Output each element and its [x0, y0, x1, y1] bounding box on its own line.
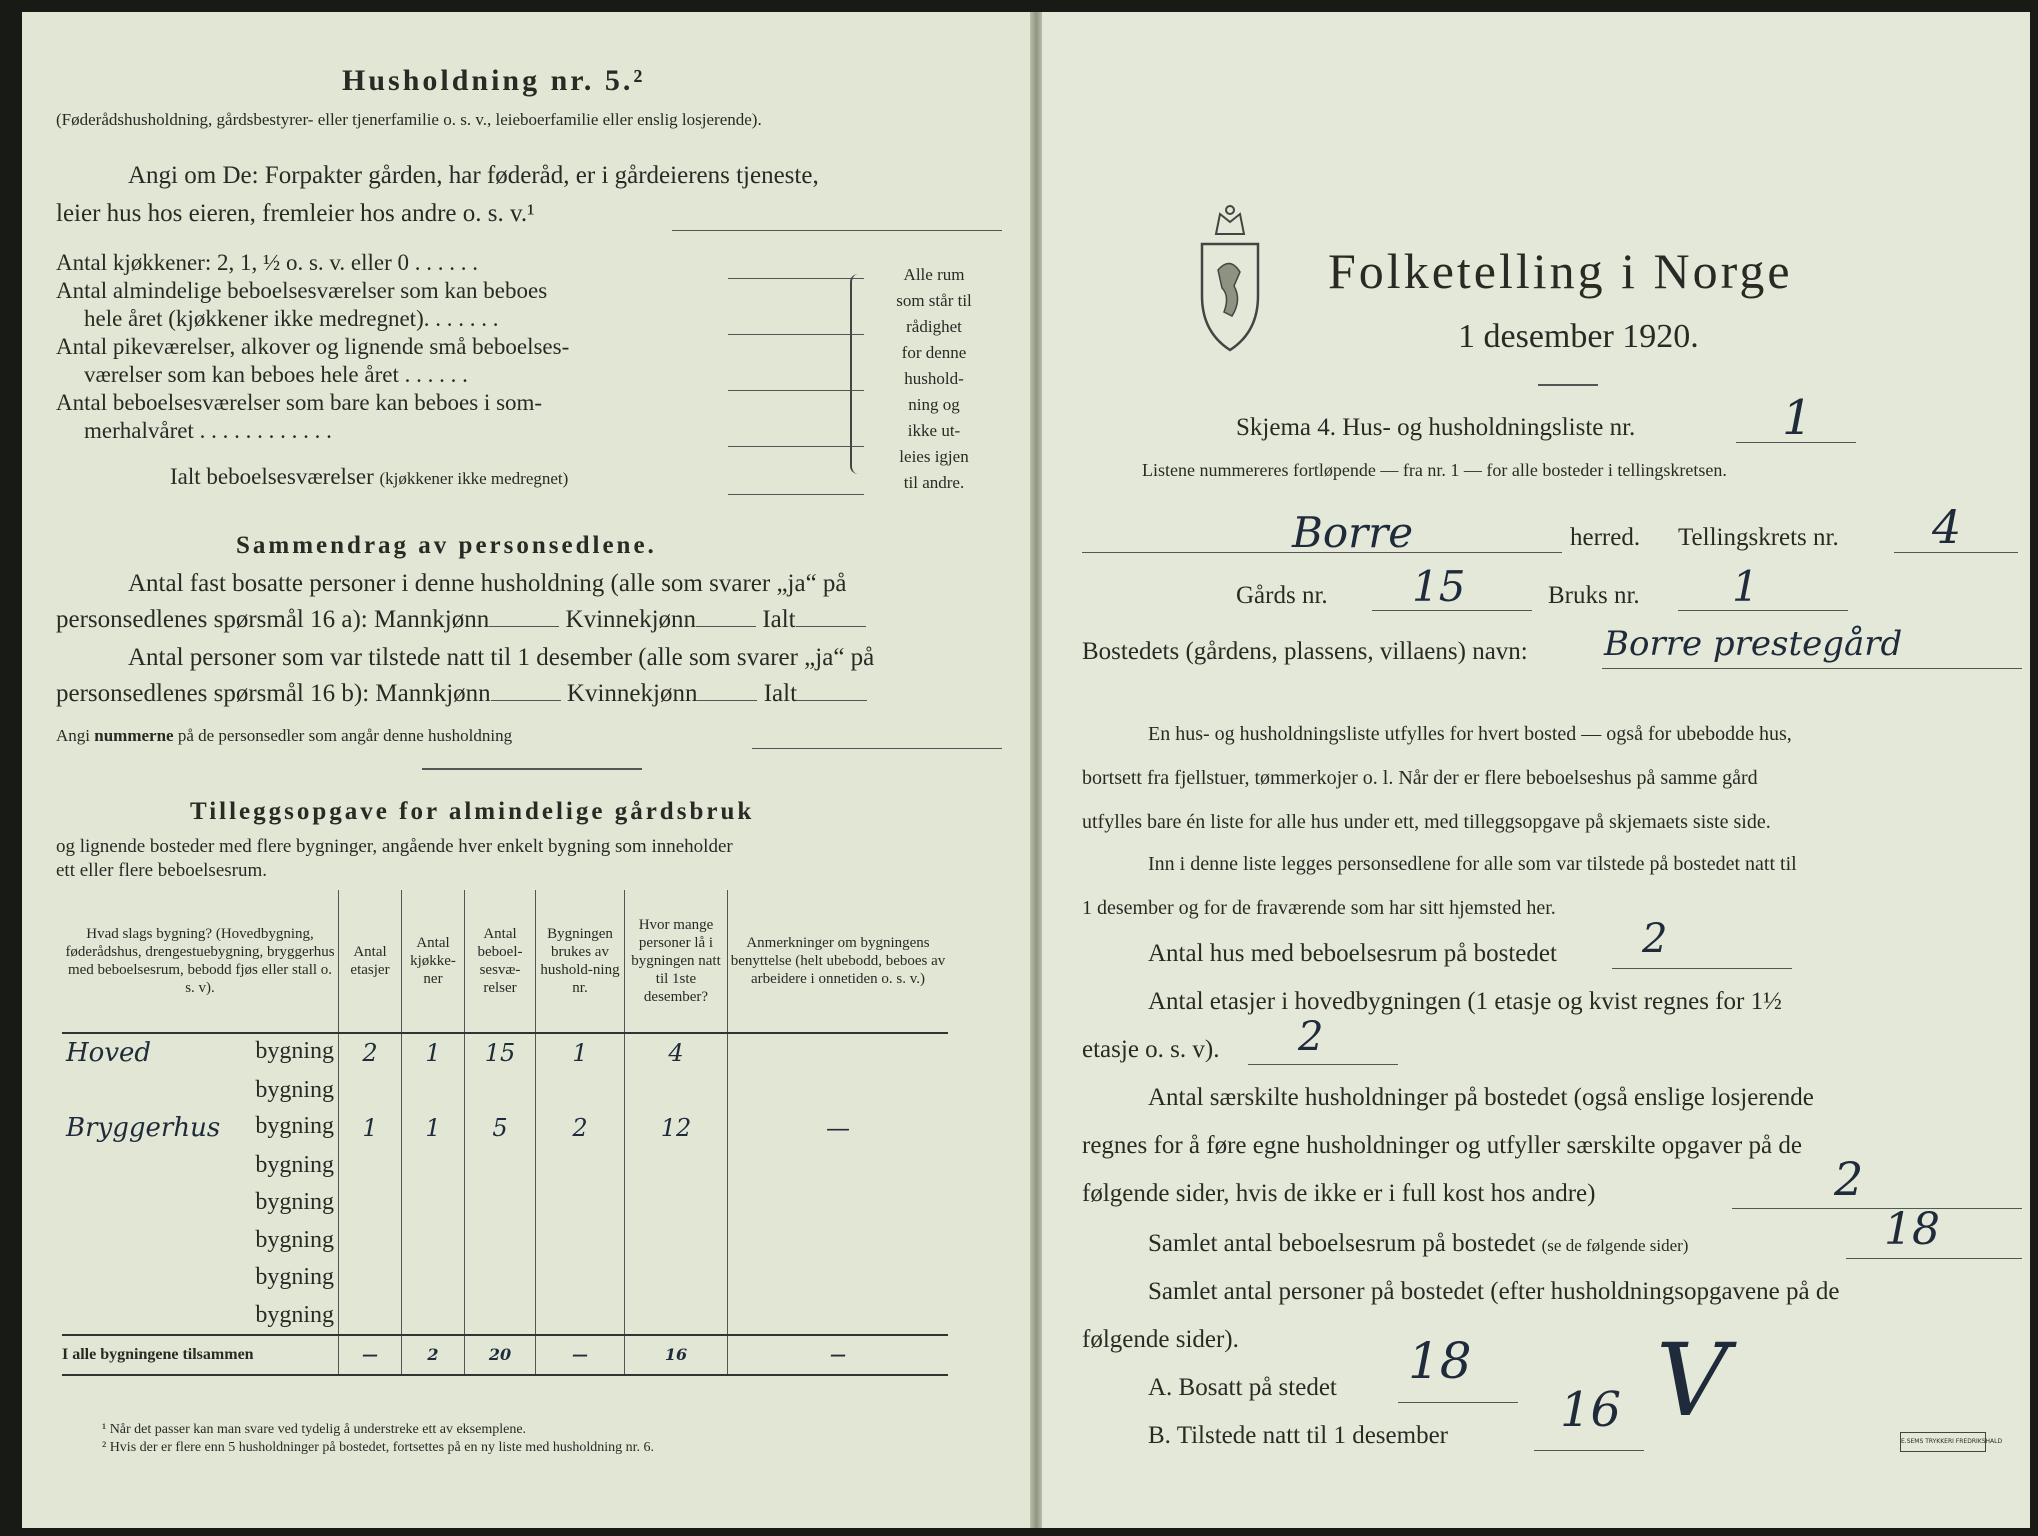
cell-kjokken [402, 1072, 465, 1110]
cell-personer [625, 1147, 728, 1185]
q-rooms-b: hele året (kjøkkener ikke medregnet). . . . . . . [84, 306, 499, 331]
building-label: bygning [255, 1189, 334, 1216]
household-title: Husholdning nr. 5.² [342, 64, 646, 97]
col-floors: Antal etasjer [339, 890, 402, 1033]
persons-line-1: Samlet antal personer på bostedet (efter husholdningsopgavene på de [1148, 1278, 1840, 1305]
intro-line-1: Angi om De: Forpakter gården, har føderåd, er i gårdeierens tjeneste, [128, 162, 819, 189]
cell-kjokken [402, 1222, 465, 1260]
rooms-total-value: 18 [1884, 1204, 1940, 1255]
footnote-2: ² Hvis der er flere enn 5 husholdninger på bostedet, fortsettes på en ny liste med husholdning nr. 6. [102, 1440, 655, 1455]
cell-hush [536, 1072, 625, 1110]
cell-etasjer: 2 [339, 1033, 402, 1072]
cell-kjokken [402, 1297, 465, 1336]
col-remarks: Anmerkninger om bygningens benyttelse (helt ubebodd, beboes av arbeidere i onnetiden o. s. v.) [728, 890, 949, 1033]
cell-etasjer [339, 1147, 402, 1185]
table-row [62, 1222, 948, 1260]
col-building-type: Hvad slags bygning? (Hovedbygning, føderådshus, drengestuebygning, bryggerhus med beboelsesrum, bebodd fjøs eller stall o. s. v). [62, 890, 339, 1033]
table-row [62, 1109, 948, 1147]
total-kitchens: 2 [402, 1335, 465, 1375]
cell-anm [728, 1072, 949, 1110]
building-label: bygning [255, 1226, 334, 1253]
side-note-line: rådighet [906, 317, 962, 336]
cell-personer [625, 1297, 728, 1336]
cell-personer [625, 1184, 728, 1222]
table-row [62, 1147, 948, 1185]
col-kitchens: Antal kjøkke-ner [402, 890, 465, 1033]
municipality-value: Borre [1292, 508, 1414, 557]
summary-line-2a: Antal personer som var tilstede natt til 1 desember (alle som svarer „ja“ på [128, 644, 875, 671]
instruction-line: bortsett fra fjellstuer, tømmerkojer o. l. Når der er flere beboelseshus på samme gård [1082, 767, 1758, 789]
cell-personer: 12 [625, 1109, 728, 1147]
cell-etasjer [339, 1297, 402, 1336]
q-total-rooms: Ialt beboelsesværelser (kjøkkener ikke medregnet) [170, 464, 569, 489]
cell-hush: 2 [536, 1109, 625, 1147]
building-type-cell [62, 1033, 339, 1072]
table-total-row [62, 1335, 948, 1375]
floors-value: 2 [1298, 1014, 1324, 1060]
household-note: (Føderådshusholdning, gårdsbestyrer- eller tjenerfamilie o. s. v., leieboerfamilie eller enslig losjerende). [56, 110, 762, 129]
municipality-label: herred. [1570, 524, 1641, 551]
households-line-3: følgende sider, hvis de ikke er i full kost hos andre) [1082, 1180, 1596, 1207]
total-household: — [536, 1335, 625, 1375]
coat-of-arms-icon [1194, 200, 1266, 360]
building-type-cell [62, 1147, 339, 1185]
instruction-line: 1 desember og for de fraværende som har sitt hjemsted her. [1082, 897, 1556, 919]
cell-anm [728, 1147, 949, 1185]
households-value: 2 [1834, 1152, 1864, 1206]
building-type-cell [62, 1222, 339, 1260]
building-type-value: Bryggerhus [66, 1112, 221, 1143]
col-persons: Hvor mange personer lå i bygningen natt til 1ste desember? [625, 890, 728, 1033]
supplement-line-1: og lignende bosteder med flere bygninger, angående hver enkelt bygning som inneholder [56, 836, 733, 857]
cell-anm [728, 1222, 949, 1260]
brace [850, 274, 866, 474]
building-type-cell [62, 1297, 339, 1336]
form-date: 1 desember 1920. [1458, 318, 1699, 355]
cell-kjokken: 1 [402, 1033, 465, 1072]
table-row [62, 1184, 948, 1222]
q-summer-rooms-b: merhalvåret . . . . . . . . . . . . [84, 418, 332, 443]
cell-anm [728, 1259, 949, 1297]
supplement-line-2: ett eller flere beboelsesrum. [56, 860, 268, 881]
floors-line-1: Antal etasjer i hovedbygningen (1 etasje og kvist regnes for 1½ [1148, 988, 1782, 1015]
instruction-line: Inn i denne liste legges personsedlene for alle som var tilstede på bostedet natt til [1148, 853, 1797, 875]
summary-line-2b: personsedlenes spørsmål 16 b): Mannkjønn Kvinnekjønn Ialt [56, 680, 867, 708]
floors-line-2: etasje o. s. v). [1082, 1036, 1220, 1063]
q-kitchens: Antal kjøkkener: 2, 1, ½ o. s. v. eller 0 . . . . . . [56, 250, 479, 275]
summary-title: Sammendrag av personsedlene. [236, 532, 657, 559]
cell-anm [728, 1184, 949, 1222]
footnote-1: ¹ Når det passer kan man svare ved tydelig å understreke ett av eksemplene. [102, 1422, 527, 1437]
side-note-line: til andre. [903, 473, 965, 492]
building-type-cell [62, 1259, 339, 1297]
cell-kjokken [402, 1184, 465, 1222]
cell-personer: 4 [625, 1033, 728, 1072]
side-note-line: ning og [908, 395, 960, 414]
building-label: bygning [255, 1037, 334, 1064]
list-number: 1 [1782, 390, 1813, 446]
table-row [62, 1072, 948, 1110]
printer-stamp: E.SEMS TRYKKERI FREDRIKSHALD [1900, 1432, 1986, 1452]
side-note [874, 262, 994, 496]
total-rooms: 20 [465, 1335, 536, 1375]
q-small-rooms-a: Antal pikeværelser, alkover og lignende små beboelses- [56, 334, 570, 359]
side-note-line: ikke ut- [907, 421, 961, 440]
cell-hush: 1 [536, 1033, 625, 1072]
district-label: Tellingskrets nr. [1678, 524, 1839, 551]
side-note-line: hushold- [904, 369, 964, 388]
present-label: B. Tilstede natt til 1 desember [1148, 1422, 1448, 1449]
residence-name-label: Bostedets (gårdens, plassens, villaens) navn: [1082, 638, 1528, 665]
houses-value: 2 [1642, 916, 1668, 962]
district-value: 4 [1932, 500, 1962, 554]
cell-kjokken: 1 [402, 1109, 465, 1147]
building-label: bygning [255, 1264, 334, 1291]
instructions-2 [1082, 842, 1797, 930]
right-page [1042, 12, 2030, 1528]
houses-label: Antal hus med beboelsesrum på bostedet [1148, 940, 1557, 967]
col-household: Bygningen brukes av hushold-ning nr. [536, 890, 625, 1033]
cell-anm [728, 1033, 949, 1072]
farm-number-value: 15 [1412, 562, 1466, 611]
summary-line-3: Angi nummerne på de personsedler som angår denne husholdning [56, 726, 513, 745]
resident-label: A. Bosatt på stedet [1148, 1374, 1337, 1401]
summary-line-1a: Antal fast bosatte personer i denne husholdning (alle som svarer „ja“ på [128, 570, 847, 597]
cell-etasjer [339, 1222, 402, 1260]
side-note-line: Alle rum [903, 265, 965, 284]
residence-name-value: Borre prestegård [1604, 624, 1903, 664]
use-number-label: Bruks nr. [1548, 582, 1640, 609]
cell-hush [536, 1297, 625, 1336]
building-type-cell [62, 1184, 339, 1222]
persons-line-2: følgende sider). [1082, 1326, 1239, 1353]
use-number-value: 1 [1732, 562, 1759, 611]
intro-line-2: leier hus hos eieren, fremleier hos andre o. s. v.¹ [56, 200, 535, 227]
q-rooms-a: Antal almindelige beboelsesværelser som kan beboes [56, 278, 548, 303]
farm-number-label: Gårds nr. [1236, 582, 1328, 609]
left-page [22, 12, 1032, 1528]
cell-kjokken [402, 1259, 465, 1297]
table-row [62, 1033, 948, 1072]
cell-rum [465, 1147, 536, 1185]
building-type-cell [62, 1109, 339, 1147]
side-note-line: for denne [901, 343, 967, 362]
q-small-rooms-b: værelser som kan beboes hele året . . . . . . [84, 362, 468, 387]
total-floors: — [339, 1335, 402, 1375]
cell-anm: — [728, 1109, 949, 1147]
table-row [62, 1259, 948, 1297]
cell-etasjer: 1 [339, 1109, 402, 1147]
summary-line-1b: personsedlenes spørsmål 16 a): Mannkjønn Kvinnekjønn Ialt [56, 606, 866, 634]
cell-hush [536, 1259, 625, 1297]
total-remarks: — [728, 1335, 949, 1375]
cell-hush [536, 1184, 625, 1222]
cell-personer [625, 1259, 728, 1297]
present-value: 16 [1560, 1382, 1622, 1438]
building-type-cell [62, 1072, 339, 1110]
total-label: I alle bygningene tilsammen [62, 1335, 339, 1375]
cell-personer [625, 1072, 728, 1110]
resident-value: 18 [1408, 1332, 1472, 1390]
q-summer-rooms-a: Antal beboelsesværelser som bare kan beboes i som- [56, 390, 543, 415]
col-rooms: Antal beboel-sesvæ-relser [465, 890, 536, 1033]
cell-kjokken [402, 1147, 465, 1185]
cell-rum [465, 1072, 536, 1110]
table-row [62, 1297, 948, 1336]
building-label: bygning [255, 1112, 334, 1139]
supplement-title: Tilleggsopgave for almindelige gårdsbruk [190, 798, 755, 825]
cell-personer [625, 1222, 728, 1260]
building-label: bygning [255, 1151, 334, 1178]
cell-etasjer [339, 1072, 402, 1110]
rooms-total-label: Samlet antal beboelsesrum på bostedet (se de følgende sider) [1148, 1230, 1689, 1257]
cell-rum: 5 [465, 1109, 536, 1147]
cell-etasjer [339, 1184, 402, 1222]
building-table [62, 890, 948, 1376]
numbering-note: Listene nummereres fortløpende — fra nr. 1 — for alle bosteder i tellingskretsen. [1142, 460, 1727, 480]
cell-rum [465, 1297, 536, 1336]
households-line-1: Antal særskilte husholdninger på bostedet (også enslige losjerende [1148, 1084, 1814, 1111]
cell-anm [728, 1297, 949, 1336]
cell-rum [465, 1259, 536, 1297]
households-line-2: regnes for å føre egne husholdninger og utfyller særskilte opgaver på de [1082, 1132, 1802, 1159]
instructions-1 [1082, 712, 1792, 844]
instruction-line: utfylles bare én liste for alle hus under ett, med tilleggsopgave på skjemaets siste side. [1082, 811, 1771, 833]
building-type-value: Hoved [66, 1037, 152, 1068]
census-sheet [22, 12, 2030, 1528]
instruction-line: En hus- og husholdningsliste utfylles for hvert bosted — også for ubebodde hus, [1148, 723, 1792, 745]
form-title: Folketelling i Norge [1328, 243, 1793, 299]
cell-etasjer [339, 1259, 402, 1297]
building-label: bygning [255, 1301, 334, 1328]
cell-hush [536, 1147, 625, 1185]
cell-rum: 15 [465, 1033, 536, 1072]
cell-hush [536, 1222, 625, 1260]
building-label: bygning [255, 1076, 334, 1103]
check-mark: V [1656, 1322, 1729, 1439]
total-persons: 16 [625, 1335, 728, 1375]
schema-label: Skjema 4. Hus- og husholdningsliste nr. [1236, 414, 1636, 441]
cell-rum [465, 1184, 536, 1222]
side-note-line: leies igjen [899, 447, 969, 466]
cell-rum [465, 1222, 536, 1260]
side-note-line: som står til [896, 291, 972, 310]
